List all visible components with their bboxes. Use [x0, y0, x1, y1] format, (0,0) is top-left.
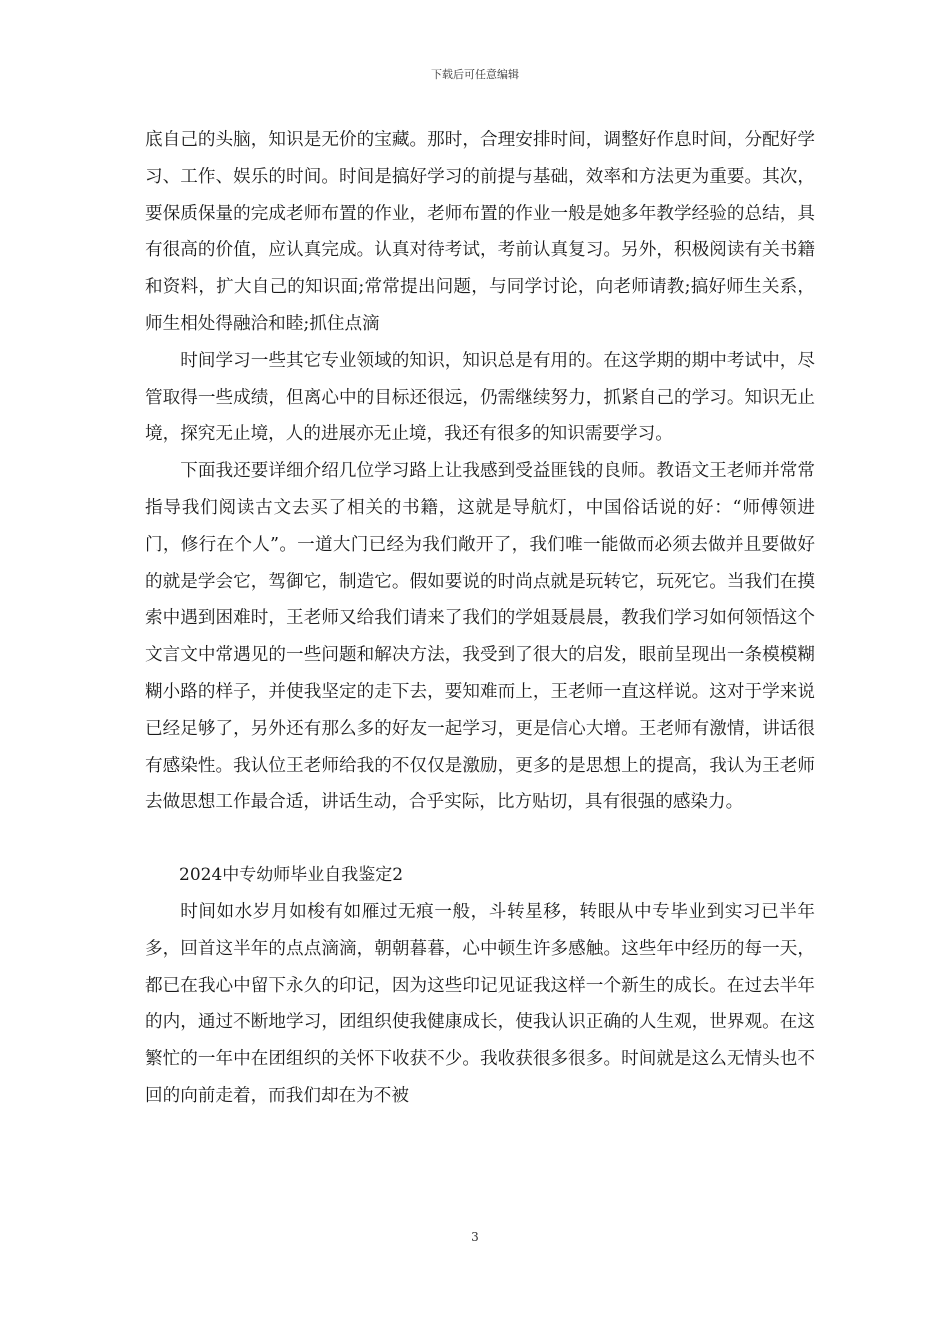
paragraph-1: 底自己的头脑，知识是无价的宝藏。那时，合理安排时间，调整好作息时间，分配好学习、工作、娱乐的时间。时间是搞好学习的前提与基础，效率和方法更为重要。其次，要保质保量的完成老师布置的作业，老师布置的作业一般是她多年教学经验的总结，具有很高的价值，应认真完成。认真对待考试，考前认真复习。另外，积极阅读有关书籍和资料，扩大自己的知识面;常常提出问题，与同学讨论，向老师请教;搞好师生关系，师生相处得融洽和睦;抓住点滴	[145, 130, 815, 334]
section-spacer	[145, 821, 815, 857]
page-number: 3	[471, 1230, 479, 1244]
paragraph-3: 下面我还要详细介绍几位学习路上让我感到受益匪钱的良师。教语文王老师并常常指导我们阅读古文去买了相关的书籍，这就是导航灯，中国俗话说的好：“师傅领进门，修行在个人”。一道大门已经为我们敞开了，我们唯一能做而必须去做并且要做好的就是学会它，驾御它，制造它。假如要说的时尚点就是玩转它，玩死它。当我们在摸索中遇到困难时，王老师又给我们请来了我们的学姐聂晨晨，教我们学习如何领悟这个文言文中常遇见的一些问题和解决方法，我受到了很大的启发，眼前呈现出一条模模糊糊小路的样子，并使我坚定的走下去，要知难而上，王老师一直这样说。这对于学来说已经足够了，另外还有那么多的好友一起学习，更是信心大增。王老师有激情，讲话很有感染性。我认位王老师给我的不仅仅是激励，更多的是思想上的提高，我认为王老师去做思想工作最合适，讲话生动，合乎实际，比方贴切，具有很强的感染力。	[145, 461, 815, 813]
paragraph-2: 时间学习一些其它专业领域的知识，知识总是有用的。在这学期的期中考试中，尽管取得一些成绩，但离心中的目标还很远，仍需继续努力，抓紧自己的学习。知识无止境，探究无止境，人的进展亦无止境，我还有很多的知识需要学习。	[145, 350, 815, 445]
section-title: 2024中专幼师毕业自我鉴定2	[179, 865, 404, 886]
page-header: 下载后可任意编辑	[431, 68, 519, 81]
document-body	[145, 122, 815, 1115]
paragraph-4: 时间如水岁月如梭有如雁过无痕一般，斗转星移，转眼从中专毕业到实习已半年多，回首这半年的点点滴滴，朝朝暮暮，心中顿生许多感触。这些年中经历的每一天，都已在我心中留下永久的印记，因为这些印记见证我这样一个新生的成长。在过去半年的内，通过不断地学习，团组织使我健康成长，使我认识正确的人生观，世界观。在这繁忙的一年中在团组织的关怀下收获不少。我收获很多很多。时间就是这么无情头也不回的向前走着，而我们却在为不被	[145, 901, 815, 1106]
